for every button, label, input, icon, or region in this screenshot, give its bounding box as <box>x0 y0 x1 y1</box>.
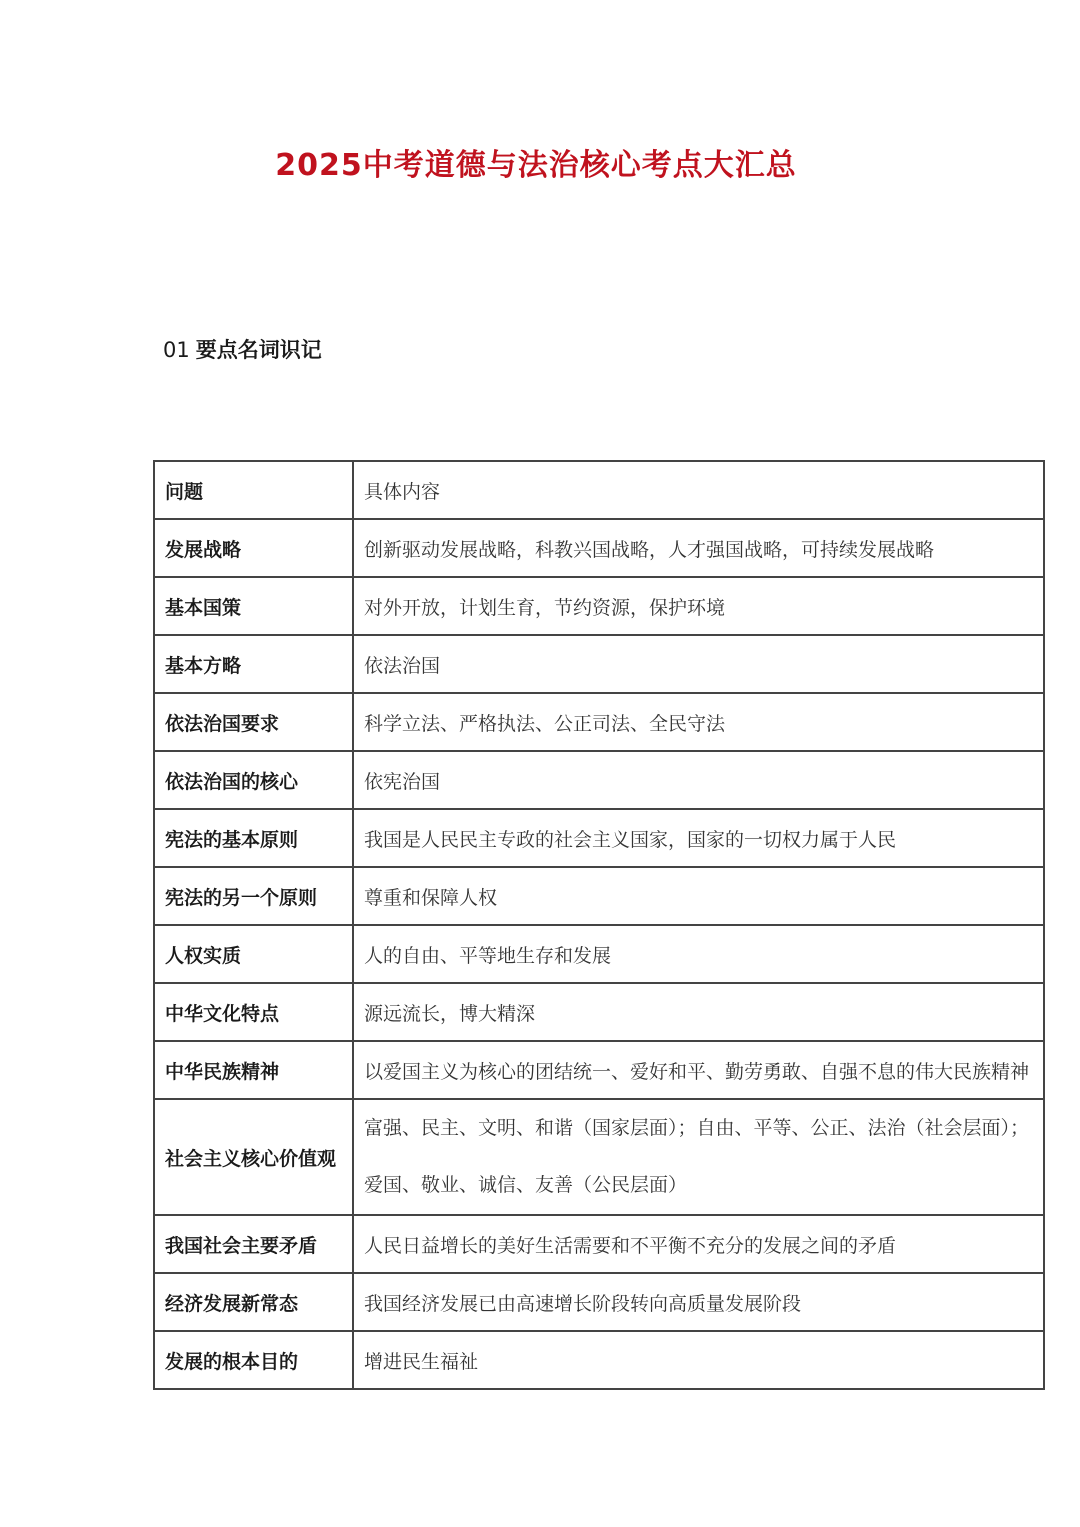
row-question: 经济发展新常态 <box>154 1273 353 1331</box>
row-question: 人权实质 <box>154 925 353 983</box>
row-question: 社会主义核心价值观 <box>154 1099 353 1215</box>
header-question: 问题 <box>154 461 353 519</box>
row-question: 我国社会主要矛盾 <box>154 1215 353 1273</box>
row-question: 中华民族精神 <box>154 1041 353 1099</box>
table-row <box>154 983 1044 1041</box>
row-question: 依法治国要求 <box>154 693 353 751</box>
table-row <box>154 1041 1044 1099</box>
table-row <box>154 693 1044 751</box>
row-question: 发展的根本目的 <box>154 1331 353 1389</box>
row-question: 中华文化特点 <box>154 983 353 1041</box>
row-content: 增进民生福祉 <box>353 1331 1044 1389</box>
row-question: 基本方略 <box>154 635 353 693</box>
row-question: 发展战略 <box>154 519 353 577</box>
table-header-row <box>154 461 1044 519</box>
key-terms-table <box>153 460 1045 1390</box>
table-row <box>154 577 1044 635</box>
row-content: 人的自由、平等地生存和发展 <box>353 925 1044 983</box>
document-title: 2025中考道德与法治核心考点大汇总 <box>275 148 797 183</box>
section-heading-text: 要点名词识记 <box>195 338 322 362</box>
table-row <box>154 867 1044 925</box>
table-row <box>154 519 1044 577</box>
row-question: 依法治国的核心 <box>154 751 353 809</box>
row-content: 对外开放，计划生育，节约资源，保护环境 <box>353 577 1044 635</box>
table-row <box>154 1273 1044 1331</box>
row-content: 人民日益增长的美好生活需要和不平衡不充分的发展之间的矛盾 <box>353 1215 1044 1273</box>
row-content: 依宪治国 <box>353 751 1044 809</box>
table-row <box>154 1099 1044 1215</box>
table-row <box>154 925 1044 983</box>
row-content: 科学立法、严格执法、公正司法、全民守法 <box>353 693 1044 751</box>
table-row <box>154 1331 1044 1389</box>
table-row <box>154 809 1044 867</box>
row-content: 我国是人民民主专政的社会主义国家，国家的一切权力属于人民 <box>353 809 1044 867</box>
row-content: 源远流长，博大精深 <box>353 983 1044 1041</box>
header-content: 具体内容 <box>353 461 1044 519</box>
row-content: 富强、民主、文明、和谐（国家层面）；自由、平等、公正、法治（社会层面）；爱国、敬业、诚信、友善（公民层面） <box>353 1099 1044 1215</box>
section-number: 01 <box>163 338 190 362</box>
row-content: 创新驱动发展战略，科教兴国战略，人才强国战略，可持续发展战略 <box>353 519 1044 577</box>
row-content: 我国经济发展已由高速增长阶段转向高质量发展阶段 <box>353 1273 1044 1331</box>
table-row <box>154 751 1044 809</box>
table-row <box>154 1215 1044 1273</box>
row-question: 基本国策 <box>154 577 353 635</box>
row-content: 依法治国 <box>353 635 1044 693</box>
row-question: 宪法的基本原则 <box>154 809 353 867</box>
row-question: 宪法的另一个原则 <box>154 867 353 925</box>
table-row <box>154 635 1044 693</box>
row-content: 以爱国主义为核心的团结统一、爱好和平、勤劳勇敢、自强不息的伟大民族精神 <box>353 1041 1044 1099</box>
row-content: 尊重和保障人权 <box>353 867 1044 925</box>
section-heading <box>163 334 322 364</box>
